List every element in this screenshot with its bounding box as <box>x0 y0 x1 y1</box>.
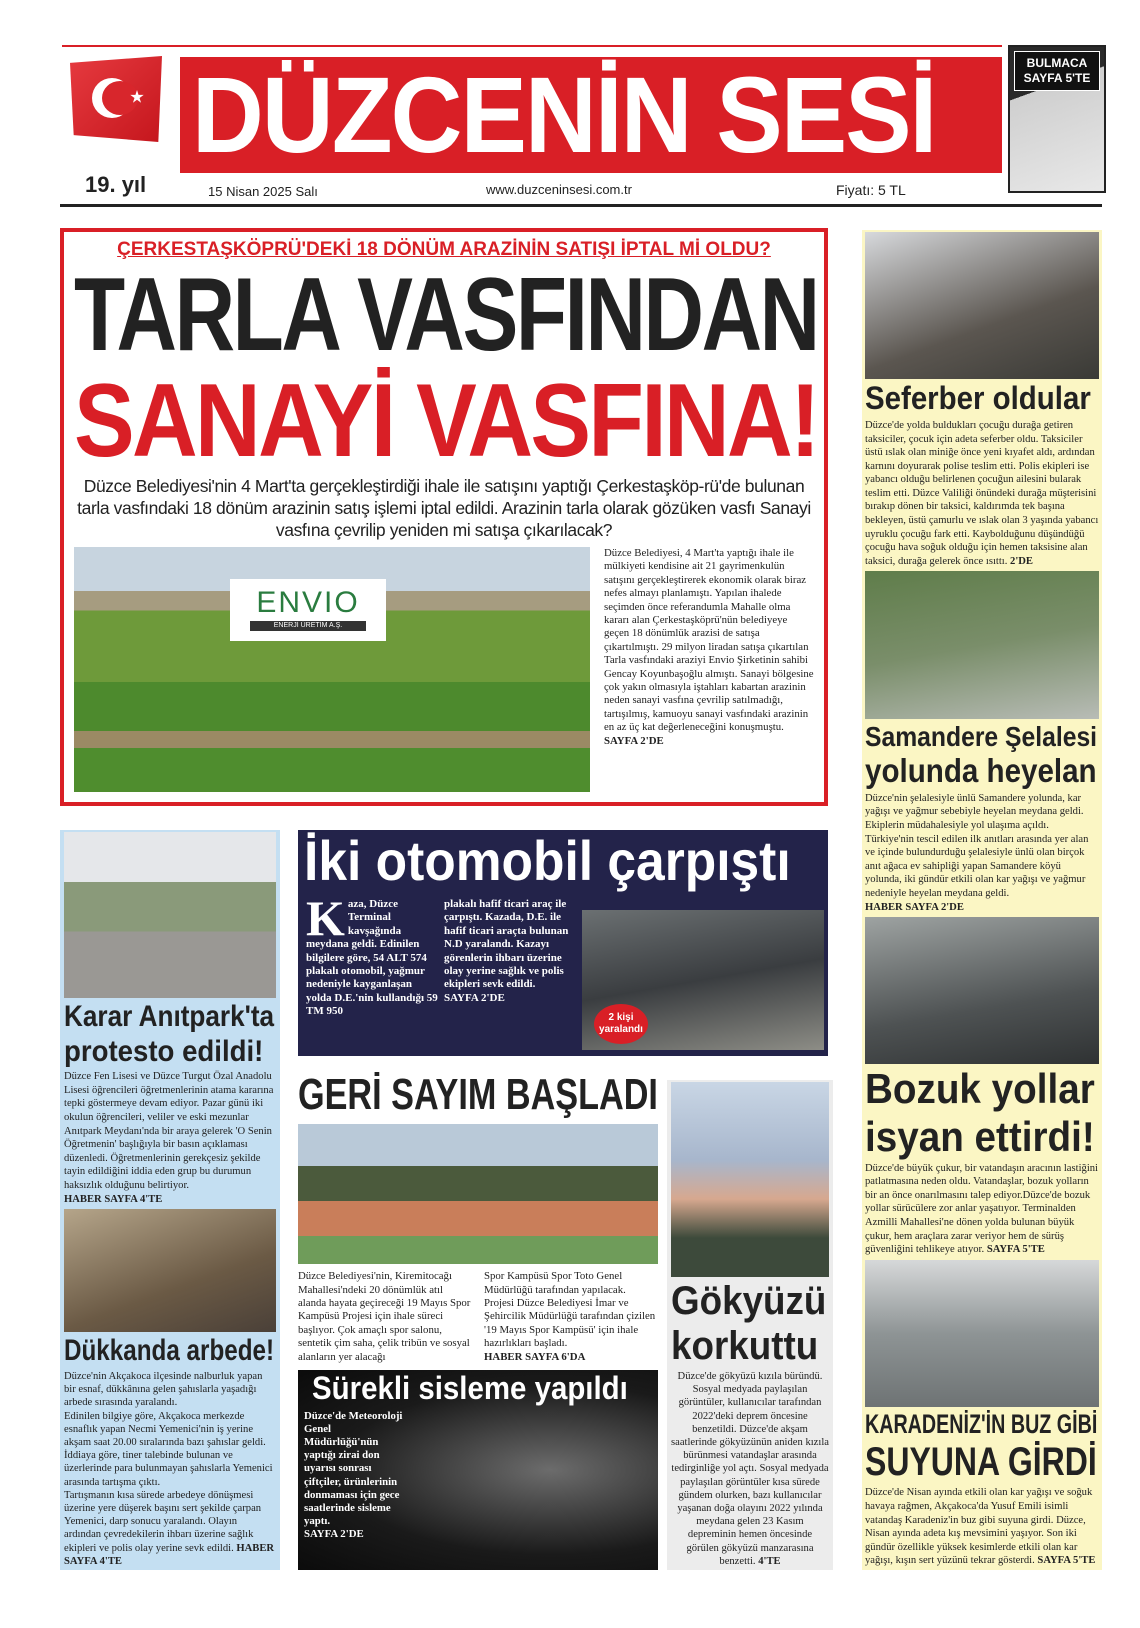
story-title: Sürekli sisleme yapıldı <box>312 1370 628 1406</box>
crash-title-wrap <box>304 829 822 892</box>
story-body <box>865 1162 1099 1257</box>
red-sky-photo <box>671 1082 829 1277</box>
masthead-bottom-rule <box>60 204 1102 207</box>
logo-subtitle: ENERJİ ÜRETİM A.Ş. <box>250 621 366 631</box>
story-title: korkuttu <box>671 1323 819 1368</box>
sports-campus-render <box>298 1124 658 1264</box>
damaged-car-photo <box>865 917 1099 1064</box>
page-ref[interactable]: HABER SAYFA 4'TE <box>64 1193 163 1205</box>
badge-line: 2 kişi <box>608 1012 634 1023</box>
story-body <box>304 1410 404 1542</box>
story-title: KARADENİZ'İN BUZ GİBİ <box>865 1409 1098 1440</box>
drop-cap: K <box>306 890 345 946</box>
puzzle-label: BULMACA <box>1026 56 1088 70</box>
story-text: Tartışmanın kısa sürede arbedeye dönüşmesi üzerine yere düşerek başını sert şekilde çarpan Yemenici, darp sonucu yaralandı. Olayın ardından çevredekilerin ihbarı üzerine sağlık ekipleri ve polis olay yerine sevk edildi. <box>64 1489 262 1554</box>
farmland-photo <box>74 547 590 792</box>
puzzle-promo[interactable] <box>1008 45 1106 193</box>
main-story <box>60 228 828 806</box>
page-ref[interactable]: HABER SAYFA 2'DE <box>865 901 964 913</box>
story-title: Samandere Şelalesi <box>865 720 1098 752</box>
badge-line: yaralandı <box>599 1024 643 1035</box>
main-story-row <box>74 547 814 792</box>
page-ref[interactable]: HABER SAYFA 4'TE <box>64 1542 275 1567</box>
year-label: 19. yıl <box>85 172 147 197</box>
masthead-top-rule <box>62 45 1002 47</box>
story-paragraph: Düzce'nin Akçakoca ilçesinde nalburluk yapan bir esnaf, dükkânına gelen şahıslarla yaşadığı arbede sırasında yaralandı. <box>64 1370 263 1409</box>
center-lower-column <box>298 1072 658 1570</box>
crash-story <box>298 830 828 1056</box>
crash-col-2 <box>444 898 576 1005</box>
crash-col-1 <box>306 890 438 1019</box>
main-body-text: Düzce Belediyesi, 4 Mart'ta yaptığı ihale ile mülkiyeti kendisine ait 21 gayrimenkulün satışını gerçekleştirerek ekonomik olarak biraz nefes almayı planlamıştı. Yapılan ihalede seçimden önce referandumla Mahalle olma kararı alan Çerkestaşköprü'nün belediyeye geçen 18 dönümlük arazisi de satışa çıkartılmıştı. 29 milyon liradan satışa çıkartılan Tarla vasfındaki araziyi Envio Şirketinin sahibi Gencay Koyunbaşoğlu almıştı. Sanayi bölgesine çok yakın olmasıyla iştahları kabartan arazinin neden sanayi vasfına çevrilip satılmadığı, tartışılmış, kamuoyu sanayi vasfındaki arazinin en az üç kat değerleneceğini konuşmuştu. <box>604 547 814 734</box>
fog-story <box>298 1370 658 1570</box>
countdown-paragraph: Projesi Düzce Belediyesi İmar ve Şehircilik Müdürlüğü tarafından çizilen '19 Mayıs Spor Kampüsü' için ihale hazırlıkları başladı. <box>484 1296 656 1350</box>
page-ref[interactable]: SAYFA 2'DE <box>304 1528 364 1541</box>
taxi-drivers-photo <box>865 232 1099 379</box>
main-kicker: ÇERKESTAŞKÖPRÜ'DEKİ 18 DÖNÜM ARAZİNİN SATIŞI İPTAL Mİ OLDU? <box>117 239 771 260</box>
right-column <box>862 230 1102 1570</box>
logo-text: ENVIO <box>256 586 360 619</box>
story-title: Karar Anıtpark'ta <box>64 1000 275 1034</box>
story-title: yolunda heyelan <box>865 752 1097 790</box>
story-title: Gökyüzü <box>671 1278 827 1323</box>
sea-swimmer-photo <box>865 1260 1099 1407</box>
masthead-banner <box>180 54 1002 175</box>
story-title: SUYUNA GİRDİ <box>865 1440 1097 1485</box>
main-body <box>604 547 814 792</box>
left-column <box>60 830 280 1570</box>
story-text: Düzce Fen Lisesi ve Düzce Turgut Özal Anadolu Lisesi öğrencileri öğretmenlerinin atama kararına tepki göstermeye devam ediyor. Pazar günü iki okulun öğrencileri, veliler ve eski mezunlar Anıtpark Meydanı'nda bir araya gelerek 'O Senin Öğretmenin' başlığıyla bir basın açıklaması düzenledi. Öğretmenlerinin gerekçesiz şekilde tayin edildiğini iddia eden grup bu durumun haksızlık olduğunu belirtiyor. <box>64 1071 274 1192</box>
story-title: GERİ SAYIM BAŞLADI <box>298 1072 658 1119</box>
story-body <box>865 792 1099 914</box>
issue-date: 15 Nisan 2025 Salı <box>208 184 318 199</box>
hardware-shop-photo <box>64 1209 276 1332</box>
story-text: Düzce'de büyük çukur, bir vatandaşın aracının lastiğini patlatmasına neden oldu. Vatandaşlar, bozuk yolların bir an önce onarılmasını talep ediyor.Düzce'de bozuk yollar sürücülere zor anlar yaşatıyor. Terminalden Azmilli Mahallesi'ne dönen yolda bulunan büyük çukur, hem araçlara zarar veriyor hem de sürüş güvenliğini tehlikeye atıyor. <box>865 1162 1099 1256</box>
countdown-col-1: Düzce Belediyesi'nin, Kiremitocağı Mahallesi'ndeki 20 dönümlük atıl alanda hayata geçireceği 19 Mayıs Spor Kampüsü Projesi için ihale süreci başlıyor. Çok amaçlı spor salonu, sentetik çim saha, çelik tribün ve sosyal alanların yer alacağı <box>298 1270 471 1363</box>
story-paragraph <box>64 1489 276 1568</box>
main-page-ref[interactable]: SAYFA 2'DE <box>604 734 664 747</box>
story-body <box>671 1370 829 1568</box>
landslide-photo <box>865 571 1099 718</box>
newspaper-title: DÜZCENİN SESİ <box>192 54 936 175</box>
injured-badge <box>594 1004 648 1044</box>
envio-logo <box>230 579 386 641</box>
protest-photo <box>64 832 276 998</box>
story-title: Seferber oldular <box>865 380 1091 417</box>
page-ref[interactable]: HABER SAYFA 6'DA <box>484 1350 586 1363</box>
countdown-paragraph: Spor Kampüsü Spor Toto Genel Müdürlüğü tarafından yapılacak. <box>484 1270 626 1296</box>
website-link[interactable]: www.duzceninsesi.com.tr <box>486 182 632 197</box>
main-deck: Düzce Belediyesi'nin 4 Mart'ta gerçekleştirdiği ihale ile satışını yaptığı Çerkestaşköp-rü'de bulunan tarla vasfındaki 18 dönüm arazinin satış işlemi iptal edildi. Arazinin tarla olarak gözüken vasfı Sanayi vasfına çevrilip yeniden mi satışa çıkarılacak? <box>77 476 811 540</box>
story-title: Bozuk yollar <box>865 1065 1095 1113</box>
main-headline-2: SANAYİ VASFINA! <box>74 363 818 479</box>
story-paragraph: Edinilen bilgiye göre, Akçakoca merkezde esnaflık yapan Necmi Yemenici'nin iş yerine akşam saat 20.00 sıralarında bazı şahıslar geldi. İddiaya göre, tiner talebinde bulunan ve üzerlerinde para bulunmayan şahıslarla Yemenici arasında tartışma çıktı. <box>64 1410 273 1488</box>
page-ref[interactable]: SAYFA 5'TE <box>1037 1555 1096 1567</box>
story-text: Düzce'de Nisan ayında etkili olan kar yağışı ve soğuk havaya rağmen, Akçakoca'da Yusuf Emili isimli vatandaş Karadeniz'in buz gibi suyuna girdi. Düzce, Nisan ayında adeta kış mevsimini yaşıyor. Son iki gündür özellikle yüksek kesimlerde etkili olan kar yağışı, kışın sert yüzünü tekrar gösterdi. <box>865 1487 1093 1567</box>
story-title: İki otomobil çarpıştı <box>304 829 791 892</box>
price-label: Fiyatı: 5 TL <box>836 182 906 198</box>
countdown-body <box>298 1270 658 1364</box>
story-title: isyan ettirdi! <box>865 1112 1095 1160</box>
page-ref[interactable]: 4'TE <box>758 1555 781 1567</box>
crash-photo <box>582 910 824 1050</box>
page-ref[interactable]: 2'DE <box>1010 555 1033 567</box>
countdown-col-2 <box>484 1270 658 1364</box>
crash-text: aza, Düzce Terminal kavşağında meydana geldi. Edinilen bilgilere göre, 54 ALT 574 plakalı otomobil, yağmur nedeniyle kayganlaşan yolda D.E.'nin kullandığı 59 TM 950 <box>306 898 438 1018</box>
story-title: protesto edildi! <box>64 1034 264 1068</box>
page-ref[interactable]: SAYFA 2'DE <box>444 991 505 1004</box>
puzzle-page: SAYFA 5'TE <box>1023 71 1091 85</box>
story-title: Dükkanda arbede! <box>64 1334 275 1368</box>
sky-story <box>667 1080 833 1570</box>
story-text: Düzce'de yolda buldukları çocuğu durağa getiren taksiciler, çocuk için adeta seferber oldu. Taksiciler üstü ıslak olan miniğe önce yeni kıyafet aldı, ardından karnını doyurarak polise teslim etti. Polis ekipleri ise yabancı olduğu belirlenen çocuğun ailesini bularak teslim etti. Düzce Valiliği önündeki durağa müşterisini bırakıp dönen bir taksici, kaldırımda tek başına bekleyen, üstü çamurlu ve ıslak olan 3 yaşında yabancı uyruklu çocuğu fark etti. Kaybolduğunu düşündüğü çocuğu hava soğuk olduğu için hemen taksisine alan taksici, durağa gelerek önce ısıttı. <box>865 419 1099 567</box>
story-body <box>64 1370 276 1568</box>
story-body <box>64 1070 276 1206</box>
story-body <box>865 1486 1099 1568</box>
story-text: Düzce'de gökyüzü kızıla büründü. Sosyal medyada paylaşılan görüntüler, kullanıcılar tarafından 2022'deki deprem öncesine benzetildi. Düzce'de akşam saatlerinde gökyüzünün aniden kızıla bürünmesi vatandaşlar arasında tedirginliğe yol açtı. Sosyal medyada paylaşılan görüntüler kısa sürede gündem olurken, bazı kullanıcılar yaşanan doğa olayını 2022 yılında meydana gelen 23 Kasım depreminin hemen öncesinde görülen gökyüzü manzarasına benzetti. <box>671 1370 829 1567</box>
page-ref[interactable]: SAYFA 5'TE <box>986 1244 1045 1256</box>
story-text: Düzce'de Meteoroloji Genel Müdürlüğü'nün yaptığı zirai don uyarısı sonrası çiftçiler, ürünlerinin donmaması için gece saatlerinde sisleme yaptı. <box>304 1409 403 1528</box>
story-text: Düzce'nin şelalesiyle ünlü Samandere yolunda, kar yağışı ve yağmur sebebiyle heyelan meydana geldi. Ekiplerin müdahalesiyle yol ulaşıma açıldı. Türkiye'nin tescil edilen ilk anıtları arasında yer alan ve içinde bulundurduğu şelalesiyle ünlü olan birçok anıt ağaca ev sahipliği yapan Samandere köyü yolunda, iki gündür etkili olan kar yağışı ve yağmur nedeniyle heyelan meydana geldi. <box>865 792 1089 899</box>
crash-text: plakalı hafif ticari araç ile çarpıştı. Kazada, D.E. ile hafif ticari araçta bulunan N.D yaralandı. Kazayı görenlerin ihbarı üzerine olay yerine sağlık ve polis ekipleri sevk edildi. <box>444 898 569 991</box>
story-body <box>865 419 1099 569</box>
turkish-flag-icon <box>70 56 162 142</box>
main-headline-1: TARLA VASFINDAN <box>74 257 818 373</box>
